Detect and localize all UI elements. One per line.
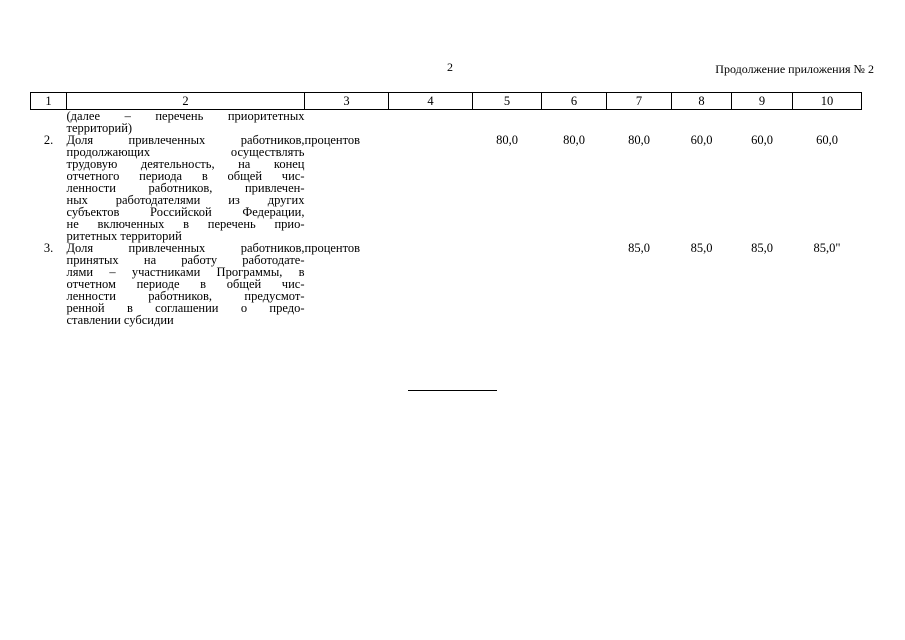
indicator-description bbox=[67, 110, 305, 135]
value-cell: 60,0 bbox=[690, 133, 713, 147]
unit-cell bbox=[305, 110, 389, 135]
value-cell bbox=[793, 110, 862, 135]
table-row bbox=[31, 242, 862, 326]
column-header: 1 bbox=[31, 93, 67, 110]
value-cell bbox=[389, 110, 473, 135]
description-line: не включенных в перечень прио- bbox=[66, 217, 305, 231]
description-line: ренной в соглашении о предо- bbox=[66, 301, 305, 315]
value-cell: 60,0 bbox=[751, 133, 773, 147]
column-header: 7 bbox=[607, 93, 672, 110]
column-header: 10 bbox=[793, 93, 862, 110]
value-cell: 85,0 bbox=[628, 241, 650, 255]
continuation-note: Продолжение приложения № 2 bbox=[715, 62, 874, 76]
end-of-document-rule bbox=[408, 390, 497, 391]
description-line: субъектов Российской Федерации, bbox=[66, 205, 305, 219]
value-cell bbox=[672, 110, 732, 135]
column-header: 4 bbox=[389, 93, 473, 110]
description-line: Доля привлеченных работников, bbox=[66, 133, 305, 147]
description-line: ставлении субсидии bbox=[66, 313, 174, 327]
column-header: 3 bbox=[305, 93, 389, 110]
column-header: 2 bbox=[67, 93, 305, 110]
description-line: отчетном периоде в общей чис- bbox=[66, 277, 305, 291]
description-line: ных работодателями из других bbox=[66, 193, 305, 207]
table-row bbox=[31, 134, 862, 242]
description-line: Доля привлеченных работников, bbox=[66, 241, 305, 255]
description-line: трудовую деятельность, на конец bbox=[66, 157, 305, 171]
row-number bbox=[31, 110, 67, 135]
page-number: 2 bbox=[447, 60, 453, 74]
indicator-description bbox=[67, 134, 305, 242]
indicator-description bbox=[67, 242, 305, 326]
column-header: 8 bbox=[672, 93, 732, 110]
value-cell bbox=[732, 110, 793, 135]
row-number: 3. bbox=[43, 241, 54, 255]
value-cell: 60,0 bbox=[816, 133, 838, 147]
column-header: 5 bbox=[473, 93, 542, 110]
unit-cell: процентов bbox=[304, 241, 361, 255]
value-cell bbox=[473, 242, 542, 326]
unit-cell: процентов bbox=[304, 133, 361, 147]
description-line: отчетного периода в общей чис- bbox=[66, 169, 305, 183]
description-line: ленности работников, предусмот- bbox=[66, 289, 305, 303]
value-cell bbox=[542, 242, 607, 326]
value-cell bbox=[542, 110, 607, 135]
table-row bbox=[31, 110, 862, 135]
value-cell bbox=[389, 134, 473, 242]
value-cell bbox=[607, 110, 672, 135]
value-cell: 85,0" bbox=[813, 241, 841, 255]
value-cell: 80,0 bbox=[563, 133, 585, 147]
value-cell: 80,0 bbox=[628, 133, 650, 147]
description-line: ленности работников, привлечен- bbox=[66, 181, 305, 195]
column-number-row bbox=[31, 93, 862, 110]
value-cell: 85,0 bbox=[690, 241, 713, 255]
row-number: 2. bbox=[43, 133, 54, 147]
column-header: 6 bbox=[542, 93, 607, 110]
description-line: продолжающих осуществлять bbox=[66, 145, 305, 159]
value-cell: 85,0 bbox=[751, 241, 773, 255]
description-line: территорий) bbox=[66, 121, 133, 135]
description-line: лями – участниками Программы, в bbox=[66, 265, 305, 279]
column-header: 9 bbox=[732, 93, 793, 110]
value-cell bbox=[389, 242, 473, 326]
description-line: (далее – перечень приоритетных bbox=[66, 109, 305, 123]
value-cell: 80,0 bbox=[496, 133, 518, 147]
description-line: принятых на работу работодате- bbox=[66, 253, 305, 267]
description-line: ритетных территорий bbox=[66, 229, 182, 243]
value-cell bbox=[473, 110, 542, 135]
indicator-table bbox=[30, 92, 862, 326]
